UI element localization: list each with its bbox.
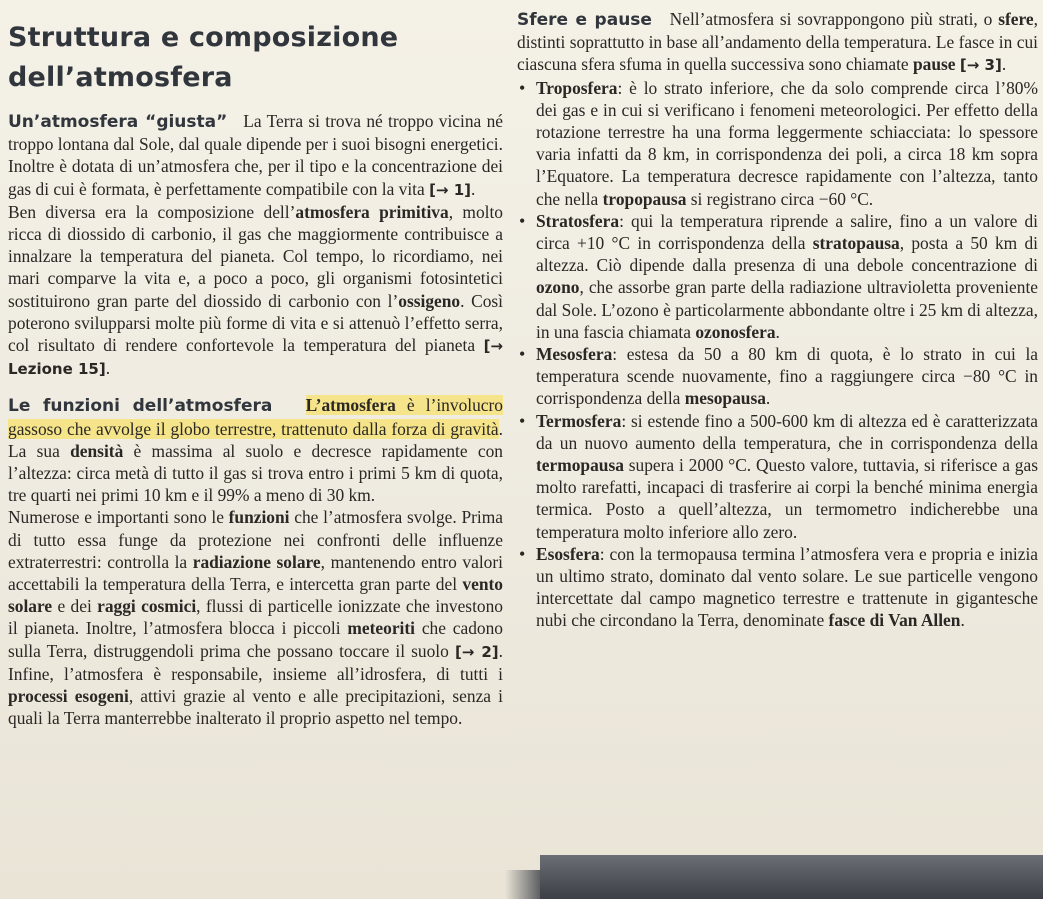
ref-lezione-15[interactable]: [→ Lezione 15] [8,337,503,379]
lead-atmosfera-giusta: Un’atmosfera “giusta” [8,112,228,132]
list-item-stratosfera: • Stratosfera: qui la temperatura riprende a salire, fino a un valore di circa +10 °C in corrispondenza della stratopausa, posta a 50 km di altezza. Ciò dipende dalla presenza di una debole concentrazione di ozono, che assorbe gran parte della radiazione ultravioletta proveniente dal Sole. L’ozono è particolarmente abbondante oltre i 25 km di altezza, in una fascia chiamata ozonosfera. [517,210,1038,343]
paragraph-sfere-pause: Sfere e pause Nell’atmosfera si sovrappongono più strati, o sfere, distinti soprattutto in base all’andamento della temperatura. Le fasce in cui ciascuna sfera sfuma in quella successiva sono chiamate pause [→ 3]. [517,9,1039,75]
list-item-mesosfera: • Mesosfera: estesa da 50 a 80 km di quota, è lo strato in cui la temperatura scende nuovamente, fino a raggiungere circa −80 °C in corrispondenza della mesopausa. [517,343,1038,410]
list-item-troposfera: • Troposfera: è lo strato inferiore, che da solo comprende circa l’80% dei gas e in cui si verificano i fenomeni meteorologici. Per effetto della rotazione terrestre ha una forma leggermente schiacciata: lo spessore varia infatti da 8 km, in corrispondenza dei poli, a circa 18 km sopra l’Equatore. La temperatura decresce rapidamente con l’altezza, tanto che nella tropopausa si registrano circa −60 °C. [517,77,1038,210]
highlight-definition: L’atmosfera è l’involucro gassoso che avvolge il globo terrestre, trattenuto dalla forza di gravità [8,395,504,439]
photo-shadow [540,855,1043,899]
paragraph-funzioni: Le funzioni dell’atmosfera L’atmosfera è l’involucro gassoso che avvolge il globo terrestre, trattenuto dalla forza di gravità. La sua densità è massima al suolo e decresce rapidamente con l’altezza: circa metà di tutto il gas si trova entro i primi 5 km di quota, tre quarti nei primi 10 km e il 99% a meno di 30 km. [8,395,504,506]
left-column [8,18,503,729]
lead-sfere-pause: Sfere e pause [517,10,652,30]
lead-funzioni: Le funzioni dell’atmosfera [8,396,273,417]
photo-shadow-edge [505,870,545,899]
paragraph-funzioni-2: Numerose e importanti sono le funzioni che l’atmosfera svolge. Prima di tutto essa funge da protezione nei confronti delle influenze extraterrestri: controlla la radiazione solare, mantenendo entro valori accettabili la temperatura della Terra, e intercetta gran parte del vento solare e dei raggi cosmici, flussi di particelle ionizzate che investono il pianeta. Inoltre, l’atmosfera blocca i piccoli meteoriti che cadono sulla Terra, distruggendoli prima che possano toccare il suolo [→ 2]. Infine, l’atmosfera è responsabile, insieme all’idrosfera, di tutti i processi esogeni, attivi grazie al vento e alle precipitazioni, senza i quali la Terra manterrebbe inalterato il proprio aspetto nel tempo. [8,507,503,729]
ref-3[interactable]: [→ 3] [959,56,1002,75]
right-column [517,8,1038,632]
list-item-termosfera: • Termosfera: si estende fino a 500-600 km di altezza ed è caratterizzata da un nuovo aumento della temperatura, che in corrispondenza della termopausa supera i 2000 °C. Questo valore, tuttavia, si riferisce a gas molto rarefatti, incapaci di trasferire ai corpi la benché minima energia termica. Posto a quell’altezza, un termometro indicherebbe una temperatura molto inferiore allo zero. [517,410,1038,543]
ref-2[interactable]: [→ 2] [454,642,499,661]
list-item-esosfera: • Esosfera: con la termopausa termina l’atmosfera vera e propria e inizia un ultimo strato, dominato dal vento solare. Le sue particelle vengono intercettate dal campo magnetico terrestre e trattenute in gigantesche nubi che circondano la Terra, denominate fasce di Van Allen. [517,543,1038,632]
paragraph-atmosfera-primitiva: Ben diversa era la composizione dell’atmosfera primitiva, molto ricca di diossido di carbonio, il gas che maggiormente contribuisce a innalzare la temperatura del pianeta. Col tempo, lo ricordiamo, nei mari comparve la vita e, a poco a poco, gli organismi fotosintetici sostituirono gran parte del diossido di carbonio con l’ossigeno. Così poterono svilupparsi molte più forme di vita e si attenuò l’effetto serra, col risultato di rendere confortevole la temperatura del pianeta [→ Lezione 15]. [8,201,503,379]
ref-1[interactable]: [→ 1] [429,180,472,199]
paragraph-atmosfera-giusta: Un’atmosfera “giusta” La Terra si trova né troppo vicina né troppo lontana dal Sole, dal quale dipende per i suoi bisogni energetici. Inoltre è dotata di un’atmosfera che, per il tipo e la concentrazione dei gas di cui è formata, è perfettamente compatibile con la vita [→ 1]. [8,111,503,199]
section-title: Struttura e composizione dell’atmosfera [8,22,399,93]
